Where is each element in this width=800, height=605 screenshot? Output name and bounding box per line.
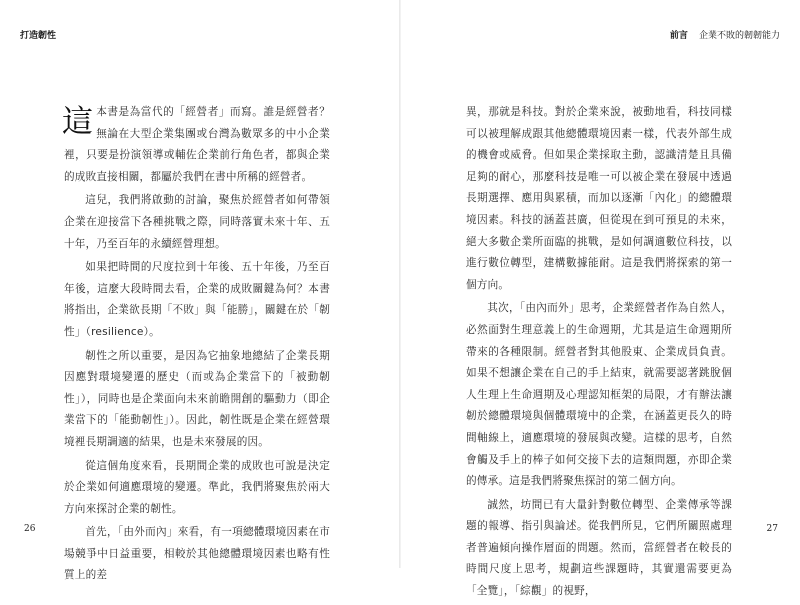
right-page-body (466, 102, 732, 605)
drop-cap: 這 (62, 104, 94, 140)
paragraph (64, 102, 330, 188)
running-header-left: 打造韌性 (20, 31, 57, 41)
left-page-body (64, 102, 330, 589)
book-gutter (399, 0, 401, 568)
paragraph: 誠然，坊間已有大量針對數位轉型、企業傳承等課題的報導、指引與論述。從我們所見，它們所關照處理者普遍傾向操作層面的問題。然而，當經營者在較長的時間尺度上思考，規劃這些課題時，其實還需要更為「全覽」，「綜觀」的視野， (466, 498, 732, 598)
paragraph: 異，那就是科技。對於企業來說，被動地看，科技同樣可以被理解成跟其他總體環境因素一樣，代表外部生成的機會或威脅。但如果企業採取主動，認識清楚且具備足夠的耐心，那麼科技是唯一可以被企業在發展中透過長期選擇、應用與累積，而加以逐漸「內化」的總體環境因素。科技的涵蓋甚廣，但從現在到可預見的未來，絕大多數企業所面臨的挑戰，是如何調適數位科技，以進行數位轉型，建構數據能耐。這是我們將探索的第一個方向。 (466, 106, 732, 291)
running-header-right (670, 28, 780, 41)
chapter-label: 前言 (669, 31, 688, 41)
paragraph: 從這個角度來看，長期間企業的成敗也可說是決定於企業如何適應環境的變遷。準此，我們將聚焦於兩大方向來探討企業的韌性。 (64, 459, 330, 515)
paragraph: 其次，「由內而外」思考，企業經營者作為自然人，必然面對生理意義上的生命週期，尤其是這生命週期所帶來的各種限制。經營者對其他股東、企業成員負責。如果不想讓企業在自己的手上結束，就需要認著跳脫個人生理上生命週期及心理認知框架的局限，才有辦法讓韌於總體環境與個體環境中的企業，在涵蓋更長久的時間軸線上，適應環境的發展與改變。這樣的思考，自然會觸及手上的棒子如何交接下去的這類問題，亦即企業的傳承。這是我們將聚焦探討的第二個方向。 (466, 302, 732, 488)
paragraph: 首先，「由外而內」來看，有一項總體環境因素在市場競爭中日益重要，相較於其他總體環境因素也略有性質上的差 (64, 526, 330, 582)
page-number-right: 27 (766, 524, 778, 534)
paragraph: 韌性之所以重要，是因為它抽象地總結了企業長期因應對環境變遷的歷史（而或為企業當下的「被動韌性」），同時也是企業面向未來前瞻開創的驅動力（即企業當下的「能動韌性」）。因此，韌性既是企業在經營環境裡長期調適的結果，也是未來發展的因。 (64, 349, 330, 448)
page-number-left: 26 (24, 524, 36, 534)
paragraph: 如果把時間的尺度拉到十年後、五十年後，乃至百年後，這麼大段時間去看，企業的成敗關鍵為何？本書將指出，企業欲長期「不敗」與「能勝」，關鍵在於「韌性」（resilience）。 (64, 261, 330, 338)
chapter-subtitle: 企業不敗的韌韌能力 (698, 31, 780, 41)
paragraph: 這兒，我們將啟動的討論，聚焦於經營者如何帶領企業在迎接當下各種挑戰之際，同時落實未來十年、五十年，乃至百年的永續經營理想。 (64, 194, 330, 250)
paragraph-text: 本書是為當代的「經營者」而寫。誰是經營者？無論在大型企業集團或台灣為數眾多的中小企業裡，只要是扮演領導或輔佐企業前行角色者，都與企業的成敗直接相關，都屬於我們在書中所稱的經營者。 (64, 106, 330, 183)
